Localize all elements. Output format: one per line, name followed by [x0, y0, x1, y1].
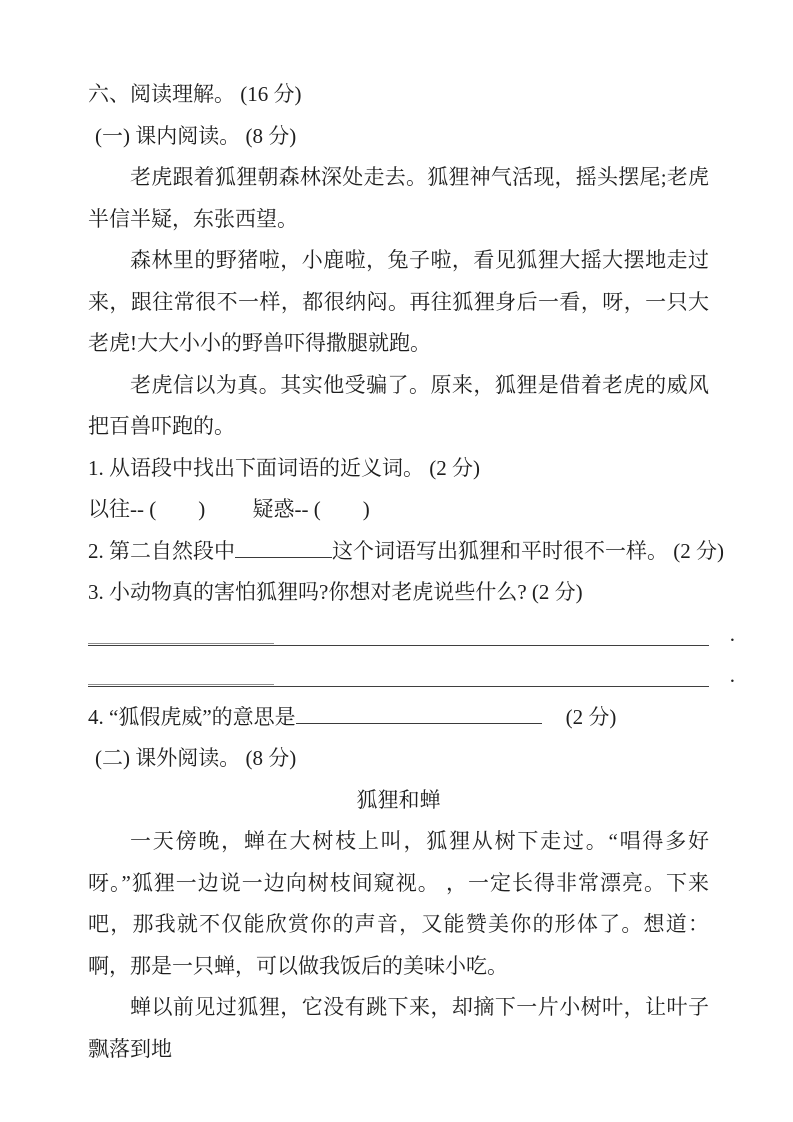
- question-2-suffix: 这个词语写出狐狸和平时很不一样。 (2 分): [332, 538, 724, 563]
- passage1-paragraph-3: 老虎信以为真。其实他受骗了。原来，狐狸是借着老虎的威风把百兽吓跑的。: [88, 372, 709, 438]
- part2-heading: (二) 课外阅读。 (8 分): [95, 746, 297, 770]
- passage1-paragraph-1: 老虎跟着狐狸朝森林深处走去。狐狸神气活现，摇头摆尾;老虎半信半疑，东张西望。: [88, 165, 709, 231]
- question-1: 1. 从语段中找出下面词语的近义词。 (2 分): [88, 455, 480, 480]
- question-4-prefix: 4. “狐假虎威”的意思是: [88, 704, 296, 729]
- answer-rule-left-segment: [88, 684, 274, 686]
- question-1-synonyms: 以往-- ( ) 疑惑-- ( ): [88, 497, 370, 521]
- passage1-paragraph-2: 森林里的野猪啦，小鹿啦，兔子啦，看见狐狸大摇大摆地走过来，跟往常很不一样，都很纳闷。再往狐狸身后一看，呀，一只大老虎!大大小小的野兽吓得撒腿就跑。: [88, 248, 709, 355]
- answer-period: .: [729, 663, 735, 687]
- question-4-blank: [296, 704, 542, 724]
- answer-rule: [88, 686, 709, 687]
- answer-rule: [88, 645, 709, 646]
- passage2-title: 狐狸和蝉: [356, 787, 441, 812]
- answer-line-2: [88, 655, 735, 697]
- question-4-suffix: (2 分): [565, 704, 617, 729]
- answer-line-1: [88, 614, 735, 656]
- passage2-paragraph-2: 蝉以前见过狐狸，它没有跳下来，却摘下一片小树叶，让叶子飘落到地: [88, 995, 709, 1061]
- question-2-blank: [235, 538, 332, 558]
- question-4: [88, 697, 709, 739]
- section-heading: 六、阅读理解。 (16 分): [88, 82, 302, 106]
- question-2: [88, 531, 724, 573]
- answer-period: .: [729, 621, 735, 646]
- question-2-prefix: 2. 第二自然段中: [88, 538, 235, 563]
- part1-heading: (一) 课内阅读。 (8 分): [95, 123, 297, 148]
- question-3: 3. 小动物真的害怕狐狸吗?你想对老虎说些什么? (2 分): [88, 580, 583, 604]
- answer-rule-left-segment: [88, 643, 274, 645]
- passage2-paragraph-1: 一天傍晚，蝉在大树枝上叫，狐狸从树下走过。“唱得多好呀。”狐狸一边说一边向树枝间窥视。 ，一定长得非常漂亮。下来吧，那我就不仅能欣赏你的声音，又能赞美你的形体了。想道：啊，那是一只蝉，可以做我饭后的美味小吃。: [88, 829, 709, 978]
